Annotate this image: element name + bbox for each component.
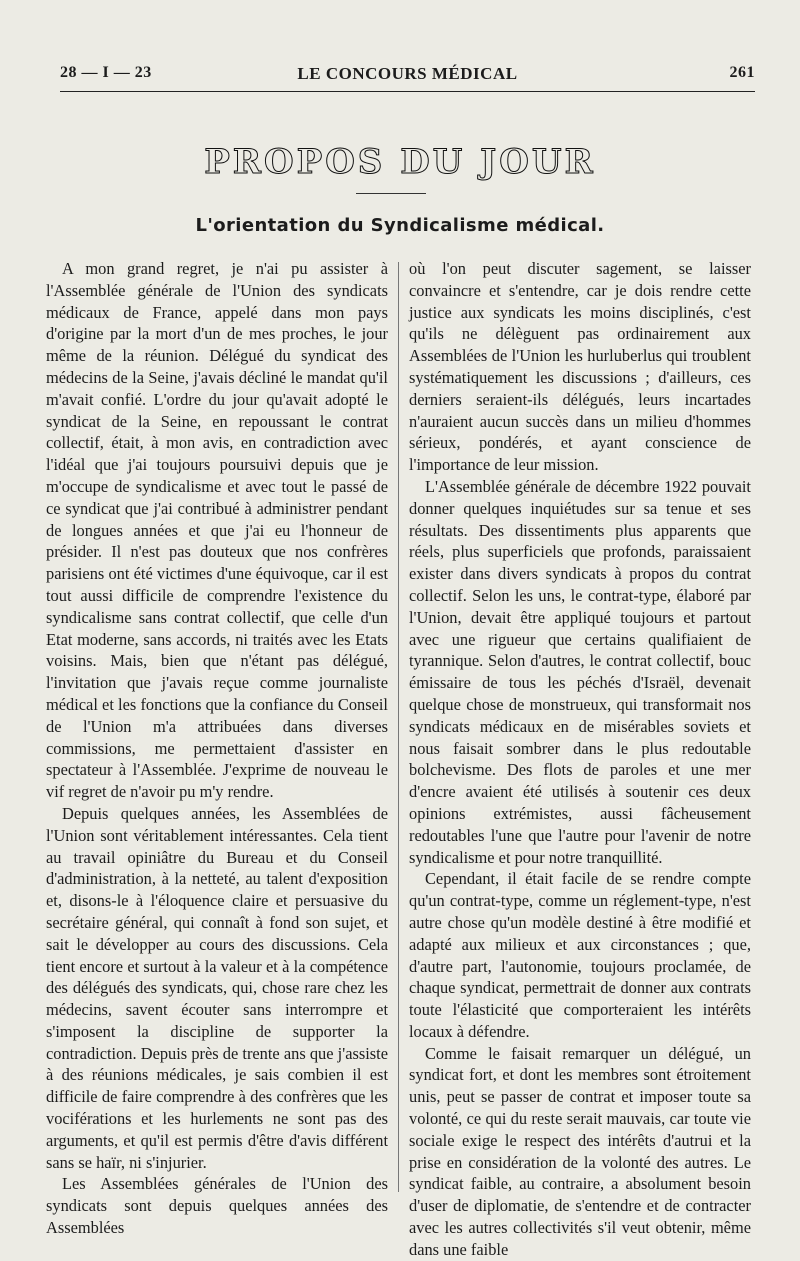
paragraph: Depuis quelques années, les Assemblées de l'Union sont véritablement intéressantes. Cela tient au travail opiniâtre du Bureau et du Conseil d'administration, à la netteté, au talent d'exposition et, disons-le à l'éloquence claire et persuasive du secrétaire général, qui connaît à fond son sujet, et sait le développer au cours des discussions. Cela tient encore et surtout à la valeur et à la compétence des délégués des syndicats, qui, chose rare chez les médecins, savent écouter sans interrompre et s'imposent la discipline de supporter la contradiction. Depuis près de trente ans que j'assiste à des réunions médicales, je sais combien il est difficile de faire comprendre à des confrères que les vociférations et les hurlements ne sont pas des arguments, et qu'il est permis d'être d'avis différent sans se haïr, ni s'injurier. <box>46 803 388 1172</box>
paragraph: Les Assemblées générales de l'Union des syndicats sont depuis quelques années des Assemblées <box>46 1174 388 1238</box>
paragraph: A mon grand regret, je n'ai pu assister à l'Assemblée générale de l'Union des syndicats médicaux de France, appelé dans mon pays d'origine par la mort d'un de mes proches, le jour même de la réunion. Délégué du syndicat des médecins de la Seine, j'avais décliné le mandat qu'il m'avait confié. L'ordre du jour qu'avait adopté le syndicat de la Seine, en repoussant le contrat collectif, était, à mon avis, en contradiction avec l'idéal que j'ai toujours poursuivi depuis que je m'occupe de syndicalisme et avec tout le passé de ce syndicat que j'ai contribué à administrer pendant de longues années et que j'ai eu l'honneur de présider. Il n'est pas douteux que nos confrères parisiens ont été victimes d'une équivoque, car il est tout aussi difficile de comprendre l'existence du syndicalisme sans contrat collectif, que celle d'un Etat moderne, sans accords, ni traités avec les Etats voisins. Mais, bien que n'étant pas délégué, l'invitation que j'avais reçue comme journaliste médical et les fonctions que la confiance du Conseil de l'Union m'a attribuées dans diverses commissions, me permettaient d'assister en spectateur à l'Assemblée. J'exprime de nouveau le vif regret de n'avoir pu m'y rendre. <box>46 259 388 802</box>
title-divider <box>356 193 426 194</box>
issue-date: 28 — I — 23 <box>60 64 152 81</box>
paragraph: Cependant, il était facile de se rendre compte qu'un contrat-type, comme un réglement-type, n'est autre chose qu'un modèle destiné à être modifié et adapté aux milieux et aux circonstances ; que, d'autre part, l'autonomie, toujours proclamée, de chaque syndicat, permettrait de donner aux contrats toute l'élasticité que comporteraient les intérêts locaux à défendre. <box>409 869 751 1041</box>
header-rule <box>60 91 755 92</box>
paragraph: L'Assemblée générale de décembre 1922 pouvait donner quelques inquiétudes sur sa tenue et ses résultats. Des dissentiments plus apparents que réels, plus superficiels que profonds, paraissaient exister dans divers syndicats à propos du contrat collectif. Selon les uns, le contrat-type, élaboré par l'Union, devait être appliqué toujours et partout avec une rigueur que certains qualifiaient de tyrannique. Selon d'autres, le contrat collectif, bouc émissaire de tous les péchés d'Israël, devenait quelque chose de monstrueux, qui transformait nos syndicats médicaux en de misérables soviets et nous faisait sombrer dans le plus redoutable bolchevisme. Des flots de paroles et une mer d'encre avaient été utilisés à soutenir ces deux opinions extrémistes, aussi fâcheusement redoutables l'une que l'autre pour l'avenir de notre syndicalisme et pour notre tranquillité. <box>409 476 751 867</box>
section-title: PROPOS DU JOUR <box>204 142 596 182</box>
left-column <box>46 258 388 1239</box>
paragraph: où l'on peut discuter sagement, se laisser convaincre et s'entendre, car je dois rendre cette justice aux syndicats les moins disciplinés, c'est qu'ils ne délèguent pas ordinairement aux Assemblées de l'Union les hurluberlus qui troublent systématiquement les discussions ; d'ailleurs, ces derniers seraient-ils délégués, leurs incartades n'auraient aucun succès dans un milieu d'hommes sérieux, pondérés, et ayant conscience de l'importance de leur mission. <box>409 259 751 475</box>
paragraph: Comme le faisait remarquer un délégué, un syndicat fort, et dont les membres sont étroitement unis, peut se passer de contrat et imposer toute sa volonté, ce qui du reste serait mauvais, car toute vie sociale exige le respect des intérêts d'autrui et la prise en considération de la volonté des autres. Le syndicat faible, au contraire, a absolument besoin d'user de diplomatie, de s'entendre et de contracter avec les autres collectivités s'il veut obtenir, même dans une faible <box>409 1043 751 1259</box>
column-divider <box>398 262 399 1192</box>
article-title: L'orientation du Syndicalisme médical. <box>195 215 605 236</box>
journal-title: LE CONCOURS MÉDICAL <box>297 64 518 83</box>
running-head <box>60 62 755 88</box>
page-number: 261 <box>729 64 755 81</box>
right-column <box>409 258 751 1261</box>
